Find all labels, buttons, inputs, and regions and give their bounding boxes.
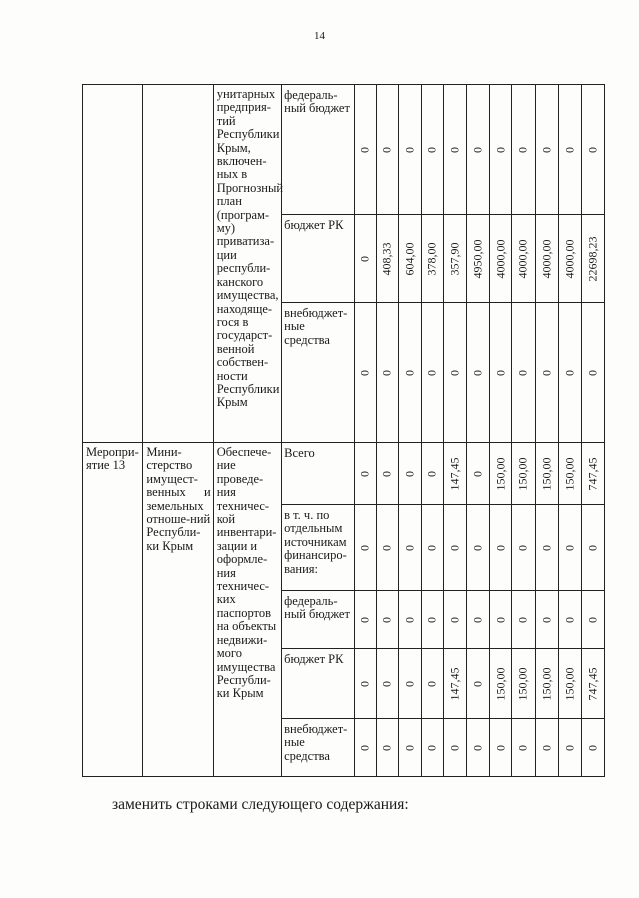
value-text: 0 bbox=[493, 544, 508, 551]
value-cell bbox=[535, 443, 558, 505]
value-text: 150,00 bbox=[493, 667, 508, 700]
value-cell bbox=[581, 215, 604, 303]
value-cell bbox=[421, 505, 443, 591]
value-text: 0 bbox=[538, 744, 553, 751]
value-text: 150,00 bbox=[493, 457, 508, 490]
value-cell bbox=[376, 215, 398, 303]
executor-cell bbox=[143, 85, 213, 443]
value-text: 150,00 bbox=[538, 667, 553, 700]
value-cell bbox=[490, 591, 512, 649]
value-text: 0 bbox=[562, 369, 577, 376]
value-cell bbox=[398, 215, 421, 303]
funding-source-cell bbox=[282, 215, 354, 303]
value-cell bbox=[558, 505, 581, 591]
value-text: 0 bbox=[562, 744, 577, 751]
funding-source-label: бюджет РК bbox=[284, 652, 344, 666]
value-text: 0 bbox=[470, 544, 485, 551]
value-text: 0 bbox=[493, 146, 508, 153]
value-text: 0 bbox=[357, 369, 372, 376]
value-cell bbox=[467, 649, 490, 719]
value-text: 0 bbox=[357, 146, 372, 153]
value-cell bbox=[398, 85, 421, 215]
value-cell bbox=[535, 215, 558, 303]
value-cell bbox=[398, 443, 421, 505]
value-text: 747,45 bbox=[585, 667, 600, 700]
value-text: 0 bbox=[424, 680, 439, 687]
value-text: 0 bbox=[357, 470, 372, 477]
value-text: 0 bbox=[402, 544, 417, 551]
value-text: 0 bbox=[538, 616, 553, 623]
description-cell-text: Обеспече-ние проведе-ния техничес-кой инвентари-зации и оформле-ния техничес-ких паспортов на объекты недвижи-мого имущества Республи-ки Крым bbox=[216, 445, 277, 701]
value-text: 0 bbox=[402, 146, 417, 153]
value-cell bbox=[354, 505, 376, 591]
value-text: 0 bbox=[379, 680, 394, 687]
executor-cell bbox=[143, 443, 213, 777]
replacement-caption: заменить строками следующего содержания: bbox=[112, 796, 409, 813]
value-text: 0 bbox=[424, 369, 439, 376]
value-text: 0 bbox=[515, 744, 530, 751]
value-text: 150,00 bbox=[538, 457, 553, 490]
value-text: 0 bbox=[424, 544, 439, 551]
value-cell bbox=[467, 591, 490, 649]
value-cell bbox=[558, 215, 581, 303]
value-text: 0 bbox=[538, 544, 553, 551]
value-text: 0 bbox=[379, 369, 394, 376]
funding-source-cell bbox=[282, 443, 354, 505]
value-text: 4000,00 bbox=[515, 239, 530, 278]
value-text: 0 bbox=[402, 680, 417, 687]
value-text: 0 bbox=[470, 680, 485, 687]
value-text: 0 bbox=[585, 616, 600, 623]
value-cell bbox=[354, 443, 376, 505]
value-text: 150,00 bbox=[515, 667, 530, 700]
value-text: 0 bbox=[538, 146, 553, 153]
page-number: 14 bbox=[314, 30, 325, 42]
value-text: 4950,00 bbox=[470, 239, 485, 278]
value-cell bbox=[444, 505, 467, 591]
value-cell bbox=[558, 649, 581, 719]
value-cell bbox=[512, 85, 535, 215]
value-text: 0 bbox=[470, 616, 485, 623]
value-text: 408,33 bbox=[379, 242, 394, 275]
value-cell bbox=[558, 443, 581, 505]
value-text: 4000,00 bbox=[538, 239, 553, 278]
value-cell bbox=[376, 303, 398, 443]
value-text: 0 bbox=[562, 544, 577, 551]
value-cell bbox=[581, 591, 604, 649]
value-cell bbox=[444, 649, 467, 719]
funding-source-cell bbox=[282, 505, 354, 591]
section-cell-text: Меропри-ятие 13 bbox=[86, 445, 139, 473]
value-text: 0 bbox=[470, 470, 485, 477]
funding-source-cell bbox=[282, 85, 354, 215]
value-cell bbox=[512, 505, 535, 591]
value-text: 147,45 bbox=[447, 667, 462, 700]
value-cell bbox=[398, 505, 421, 591]
value-cell bbox=[535, 505, 558, 591]
value-cell bbox=[421, 443, 443, 505]
value-cell bbox=[512, 303, 535, 443]
value-text: 150,00 bbox=[562, 667, 577, 700]
value-cell bbox=[535, 649, 558, 719]
value-cell bbox=[512, 215, 535, 303]
value-cell bbox=[444, 443, 467, 505]
funding-source-cell bbox=[282, 719, 354, 777]
value-text: 0 bbox=[562, 146, 577, 153]
value-cell bbox=[398, 649, 421, 719]
value-cell bbox=[354, 719, 376, 777]
value-cell bbox=[490, 505, 512, 591]
value-text: 150,00 bbox=[562, 457, 577, 490]
value-text: 0 bbox=[447, 616, 462, 623]
value-cell bbox=[558, 719, 581, 777]
value-text: 0 bbox=[447, 146, 462, 153]
value-text: 0 bbox=[402, 744, 417, 751]
value-cell bbox=[467, 505, 490, 591]
value-text: 0 bbox=[402, 616, 417, 623]
value-text: 0 bbox=[493, 744, 508, 751]
value-text: 0 bbox=[493, 616, 508, 623]
value-cell bbox=[535, 303, 558, 443]
value-cell bbox=[467, 719, 490, 777]
executor-cell-text: Мини-стерство имущест-венных и земельных отноше-ний Республи-ки Крым bbox=[146, 445, 211, 553]
value-cell bbox=[421, 719, 443, 777]
value-cell bbox=[354, 215, 376, 303]
value-text: 747,45 bbox=[585, 457, 600, 490]
value-text: 0 bbox=[515, 146, 530, 153]
funding-source-cell bbox=[282, 649, 354, 719]
value-cell bbox=[444, 719, 467, 777]
value-text: 0 bbox=[470, 146, 485, 153]
value-cell bbox=[398, 591, 421, 649]
section-cell-text bbox=[83, 85, 142, 88]
description-cell bbox=[213, 85, 284, 443]
value-cell bbox=[398, 303, 421, 443]
value-text: 0 bbox=[515, 369, 530, 376]
value-cell bbox=[421, 649, 443, 719]
value-text: 0 bbox=[357, 616, 372, 623]
value-text: 0 bbox=[515, 544, 530, 551]
value-text: 0 bbox=[402, 470, 417, 477]
value-text: 0 bbox=[562, 616, 577, 623]
section-cell bbox=[83, 85, 143, 443]
value-cell bbox=[490, 85, 512, 215]
section-cell bbox=[83, 443, 143, 777]
value-cell bbox=[421, 215, 443, 303]
value-cell bbox=[376, 85, 398, 215]
value-cell bbox=[558, 591, 581, 649]
value-cell bbox=[354, 85, 376, 215]
value-text: 0 bbox=[585, 744, 600, 751]
funding-source-label: в т. ч. по отдельным источникам финансиро-вания: bbox=[284, 508, 347, 576]
value-text: 604,00 bbox=[402, 242, 417, 275]
value-cell bbox=[490, 649, 512, 719]
value-text: 0 bbox=[357, 544, 372, 551]
value-cell bbox=[490, 215, 512, 303]
value-text: 4000,00 bbox=[562, 239, 577, 278]
value-text: 0 bbox=[357, 744, 372, 751]
value-text: 0 bbox=[424, 616, 439, 623]
value-text: 0 bbox=[424, 146, 439, 153]
value-cell bbox=[421, 303, 443, 443]
value-cell bbox=[490, 719, 512, 777]
value-cell bbox=[467, 303, 490, 443]
funding-source-cell bbox=[282, 303, 354, 443]
value-cell bbox=[444, 215, 467, 303]
value-cell bbox=[581, 649, 604, 719]
description-cell bbox=[213, 443, 281, 777]
value-cell bbox=[581, 505, 604, 591]
value-text: 0 bbox=[585, 544, 600, 551]
value-cell bbox=[398, 719, 421, 777]
value-cell bbox=[376, 649, 398, 719]
value-text: 0 bbox=[379, 744, 394, 751]
value-cell bbox=[421, 85, 443, 215]
value-cell bbox=[354, 591, 376, 649]
funding-source-label: Всего bbox=[284, 446, 315, 460]
table-row bbox=[83, 85, 605, 215]
funding-source-label: федераль-ный бюджет bbox=[284, 88, 350, 116]
value-text: 0 bbox=[447, 544, 462, 551]
funding-source-label: внебюджет-ные средства bbox=[284, 722, 348, 763]
value-text: 22698,23 bbox=[585, 236, 600, 281]
value-text: 0 bbox=[538, 369, 553, 376]
value-cell bbox=[421, 591, 443, 649]
value-text: 0 bbox=[379, 616, 394, 623]
value-cell bbox=[467, 215, 490, 303]
value-cell bbox=[444, 85, 467, 215]
value-cell bbox=[376, 591, 398, 649]
value-cell bbox=[581, 85, 604, 215]
funding-source-label: федераль-ный бюджет bbox=[284, 594, 350, 622]
value-cell bbox=[490, 443, 512, 505]
value-text: 378,00 bbox=[424, 242, 439, 275]
value-text: 150,00 bbox=[515, 457, 530, 490]
value-text: 0 bbox=[470, 369, 485, 376]
value-cell bbox=[535, 719, 558, 777]
value-cell bbox=[354, 649, 376, 719]
value-text: 0 bbox=[379, 544, 394, 551]
value-text: 0 bbox=[515, 616, 530, 623]
value-text: 0 bbox=[493, 369, 508, 376]
value-text: 0 bbox=[585, 369, 600, 376]
value-cell bbox=[512, 443, 535, 505]
value-text: 0 bbox=[402, 369, 417, 376]
value-cell bbox=[512, 591, 535, 649]
value-cell bbox=[354, 303, 376, 443]
value-text: 0 bbox=[447, 369, 462, 376]
value-text: 0 bbox=[379, 470, 394, 477]
value-text: 0 bbox=[379, 146, 394, 153]
value-text: 0 bbox=[357, 255, 372, 262]
description-cell-text: унитарных предприя-тий Республики Крым, включен-ных в Прогнозный план (програм-му) приватиза-ции республи-канского имущества, находяще-гося в государст-венной собствен-ности Республики Крым bbox=[216, 87, 284, 410]
value-cell bbox=[512, 719, 535, 777]
value-cell bbox=[376, 505, 398, 591]
value-cell bbox=[535, 591, 558, 649]
funding-source-label: бюджет РК bbox=[284, 218, 344, 232]
value-cell bbox=[558, 85, 581, 215]
value-cell bbox=[512, 649, 535, 719]
value-text: 357,90 bbox=[447, 242, 462, 275]
value-text: 0 bbox=[585, 146, 600, 153]
table-row bbox=[83, 443, 605, 505]
value-text: 0 bbox=[447, 744, 462, 751]
funding-source-label: внебюджет-ные средства bbox=[284, 306, 348, 347]
value-text: 0 bbox=[357, 680, 372, 687]
value-text: 0 bbox=[424, 470, 439, 477]
value-cell bbox=[490, 303, 512, 443]
value-cell bbox=[376, 443, 398, 505]
value-cell bbox=[444, 591, 467, 649]
executor-cell-text bbox=[143, 85, 212, 88]
funding-source-cell bbox=[282, 591, 354, 649]
value-cell bbox=[535, 85, 558, 215]
value-cell bbox=[376, 719, 398, 777]
value-cell bbox=[467, 443, 490, 505]
value-text: 0 bbox=[424, 744, 439, 751]
value-cell bbox=[467, 85, 490, 215]
budget-table bbox=[82, 84, 605, 777]
value-text: 4000,00 bbox=[493, 239, 508, 278]
value-cell bbox=[444, 303, 467, 443]
value-cell bbox=[581, 719, 604, 777]
value-cell bbox=[558, 303, 581, 443]
value-text: 0 bbox=[470, 744, 485, 751]
value-cell bbox=[581, 303, 604, 443]
value-cell bbox=[581, 443, 604, 505]
value-text: 147,45 bbox=[447, 457, 462, 490]
